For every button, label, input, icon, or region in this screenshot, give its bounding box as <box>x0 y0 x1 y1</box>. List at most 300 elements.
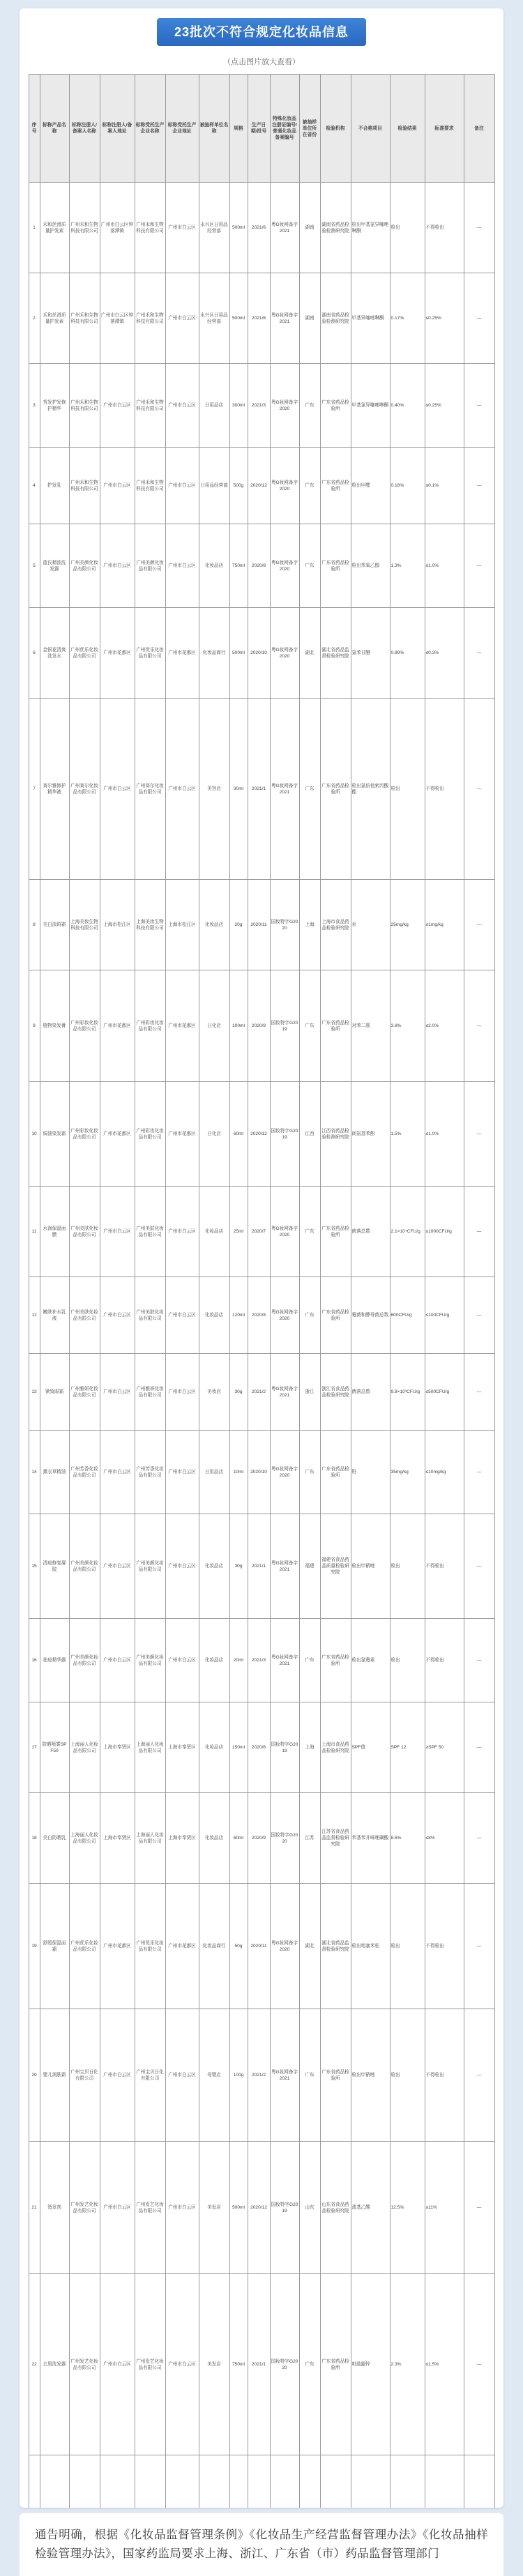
table-cell: 广州优乐化妆品有限公司 <box>135 1884 165 2009</box>
column-header: 被抽样单位所在省份 <box>299 75 320 183</box>
table-row <box>29 2455 494 2508</box>
table-cell: — <box>464 970 494 1082</box>
table-cell: 2.1×10⁴CFU/g <box>390 1187 425 1277</box>
table-cell: 60ml <box>229 1793 248 1884</box>
table-cell: 21 <box>29 2142 40 2274</box>
table-cell: 广州市白云区 <box>165 273 199 364</box>
table-cell: 广州美肤化妆品有限公司 <box>135 1277 165 1354</box>
table-cell: 20 <box>29 2009 40 2142</box>
table-cell: 日用品店 <box>199 364 229 448</box>
table-cell: 广东省药品检验所 <box>320 364 351 448</box>
table-cell: 粤G妆网备字2020 <box>270 448 299 524</box>
table-cell: 2020/11 <box>248 1884 270 2009</box>
table-cell: — <box>464 273 494 364</box>
table-cell: 上海市食品药品检验研究院 <box>320 1702 351 1793</box>
table-cell: 检出甲硝唑 <box>351 1514 390 1619</box>
table-cell: 美白防晒乳 <box>40 1793 69 1884</box>
table-cell: 湖北 <box>299 1884 320 2009</box>
table-cell: 检出甲基氯异噻唑啉酮 <box>351 183 390 273</box>
table-cell <box>299 2455 320 2508</box>
table-cell: ≤0.25% <box>425 364 464 448</box>
table-row <box>29 1702 494 1793</box>
table-cell: 金银花清爽洗发水 <box>40 608 69 699</box>
table-cell: 广州美肤化妆品有限公司 <box>69 1187 100 1277</box>
table-cell: 广东省药品检验所 <box>320 2009 351 2142</box>
table-cell: 植物染发膏 <box>40 970 69 1082</box>
table-row <box>29 880 494 970</box>
table-cell: 0.89% <box>390 608 425 699</box>
table-cell: 祛痘精华露 <box>40 1619 69 1702</box>
table-cell: 8.6% <box>390 1793 425 1884</box>
table-cell: 检出 <box>390 1884 425 2009</box>
table-cell <box>29 2455 40 2508</box>
table-cell: 15 <box>29 1514 40 1619</box>
table-row <box>29 1082 494 1187</box>
table-row <box>29 1431 494 1514</box>
table-cell: 湖南省药品检验检测研究院 <box>320 183 351 273</box>
table-cell: 1.5% <box>390 1082 425 1187</box>
table-cell: — <box>464 183 494 273</box>
table-cell: 上海市松江区 <box>165 880 199 970</box>
table-cell: 福建省食品药品质量检验研究院 <box>320 1514 351 1619</box>
table-cell: 粤G妆网备字2020 <box>270 364 299 448</box>
table-cell: 500ml <box>229 183 248 273</box>
table-cell: 广州禾和生物科技有限公司 <box>69 448 100 524</box>
table-cell: ≤2.0% <box>425 970 464 1082</box>
table-cell: 不得检出 <box>425 1514 464 1619</box>
table-header-row <box>29 75 494 183</box>
table-cell: 广州雅妍化妆品有限公司 <box>69 1354 100 1431</box>
table-cell: 19 <box>29 1884 40 2009</box>
table-row <box>29 448 494 524</box>
table-cell: 广州发艺化妆品有限公司 <box>135 2274 165 2455</box>
table-cell: 湖北省药品监督检验研究院 <box>320 608 351 699</box>
table-cell: 检出甲硝唑 <box>351 2009 390 2142</box>
table-cell: — <box>464 608 494 699</box>
table-cell: 120ml <box>229 1277 248 1354</box>
table-cell: ≤0.3% <box>425 608 464 699</box>
table-cell: 烫发剂 <box>40 2142 69 2274</box>
table-cell <box>165 2455 199 2508</box>
table-cell: 焗油染发霜 <box>40 1082 69 1187</box>
table-cell: 粤G妆网备字2020 <box>270 1277 299 1354</box>
table-cell: 2020/12 <box>248 1082 270 1187</box>
table-cell: 铅 <box>351 1431 390 1514</box>
table-cell: 江苏省食品药品监督检验研究院 <box>320 1793 351 1884</box>
table-cell: — <box>464 1187 494 1277</box>
table-cell: 广州禾和生物科技有限公司 <box>135 364 165 448</box>
table-cell: 上海市奉贤区 <box>100 1793 135 1884</box>
table-cell: 上海市食品药品检验研究院 <box>320 880 351 970</box>
table-cell: 广州市白云区 <box>165 524 199 608</box>
table-cell: 浙江省食品药品检验研究院 <box>320 1354 351 1431</box>
table-cell <box>464 2455 494 2508</box>
table-cell: 广东省药品检验所 <box>320 1619 351 1702</box>
table-cell: 8 <box>29 880 40 970</box>
table-cell <box>40 2455 69 2508</box>
table-cell: 国妆特字G2020 <box>270 2274 299 2455</box>
table-cell: 广州市白云区 <box>165 1619 199 1702</box>
footer-paragraph: 通告明确，根据《化妆品监督管理条例》《化妆品生产经营监督管理办法》《化妆品抽样检验管理办法》，国家药监局要求上海、浙江、广东省（市）药品监督管理部门 <box>35 2529 488 2560</box>
table-cell: 广州芳香化妆品有限公司 <box>69 1431 100 1514</box>
table-cell: 广州市白云区 <box>100 2142 135 2274</box>
table-cell: 山东 <box>299 2142 320 2274</box>
table-cell: ≤11% <box>425 2142 464 2274</box>
table-cell: 不得检出 <box>425 2009 464 2142</box>
table-cell: 广东 <box>299 2274 320 2455</box>
article-footer <box>20 2513 503 2576</box>
table-cell: 25mg/kg <box>390 880 425 970</box>
table-cell: 广州市白云区 <box>100 1187 135 1277</box>
table-cell: 广州市白云区 <box>165 1277 199 1354</box>
table-cell: ≥SPF 50 <box>425 1702 464 1793</box>
table-cell: 广东 <box>299 524 320 608</box>
table-row <box>29 1619 494 1702</box>
table-cell: 湖南省药品检验检测研究院 <box>320 273 351 364</box>
table-row <box>29 2142 494 2274</box>
table-cell: 湖南 <box>299 273 320 364</box>
table-cell: 婴儿润肤霜 <box>40 2009 69 2142</box>
table-cell: 2.3% <box>390 2274 425 2455</box>
table-row <box>29 1354 494 1431</box>
table-cell: ≤1mg/kg <box>425 880 464 970</box>
table-cell: 检出氯霉素 <box>351 1619 390 1702</box>
table-cell: 上海美妆生物科技有限公司 <box>135 880 165 970</box>
table-cell: 秀发护发修护精华 <box>40 364 69 448</box>
table-cell <box>320 2455 351 2508</box>
table-cell: 35mg/kg <box>390 1431 425 1514</box>
table-cell: 检出 <box>390 183 425 273</box>
table-cell: 母婴店 <box>199 2009 229 2142</box>
table-cell: 广州彩妆化妆品有限公司 <box>135 1082 165 1187</box>
table-cell: 湖北省药品监督检验研究院 <box>320 1884 351 2009</box>
table-cell: 浙江 <box>299 1354 320 1431</box>
table-cell: 广州美颜化妆品有限公司 <box>69 524 100 608</box>
table-cell: 13 <box>29 1354 40 1431</box>
table-row <box>29 2274 494 2455</box>
table-cell: 甲基异噻唑啉酮 <box>351 273 390 364</box>
table-cell: — <box>464 2142 494 2274</box>
table-cell: 美容店 <box>199 699 229 880</box>
table-cell: 7 <box>29 699 40 880</box>
table-cell: 广州市白云区 <box>100 1514 135 1619</box>
table-cell: 永兴区日用品经营部 <box>199 183 229 273</box>
table-cell: 广州宝贝日化有限公司 <box>135 2009 165 2142</box>
table-cell: 化妆品店 <box>199 524 229 608</box>
table-cell: 嫩肤补水乳液 <box>40 1277 69 1354</box>
table-cell: — <box>464 1082 494 1187</box>
table-cell: 2021/6 <box>248 183 270 273</box>
table-cell: 广州市花都区 <box>100 970 135 1082</box>
table-cell: 粤G妆网备字2021 <box>270 1619 299 1702</box>
table-cell: 湖南 <box>299 183 320 273</box>
table-cell: 30g <box>229 1354 248 1431</box>
table-cell: 化妆品店 <box>199 1619 229 1702</box>
column-header: 备注 <box>464 75 494 183</box>
table-cell: 日化店 <box>199 970 229 1082</box>
table-cell: 60ml <box>229 1082 248 1187</box>
table-cell: 广东 <box>299 970 320 1082</box>
table-cell: 广州市白云区 <box>165 2009 199 2142</box>
column-header: 标称受托生产企业名称 <box>135 75 165 183</box>
table-cell: — <box>464 1793 494 1884</box>
table-cell: 日用品经营部 <box>199 448 229 524</box>
table-cell: 2020/9 <box>248 1793 270 1884</box>
table-cell: 广东省药品检验所 <box>320 524 351 608</box>
column-header: 特殊化妆品注册证编号/普通化妆品备案编号 <box>270 75 299 183</box>
table-cell: 广州市花都区 <box>100 1884 135 2009</box>
table-cell: 10 <box>29 1082 40 1187</box>
table-cell: — <box>464 699 494 880</box>
table-cell: ≤1000CFU/g <box>425 1187 464 1277</box>
table-cell <box>100 2455 135 2508</box>
table-row <box>29 1277 494 1354</box>
table-cell: 菌落总数 <box>351 1354 390 1431</box>
table-cell: 粤G妆网备字2020 <box>270 1884 299 2009</box>
table-cell: — <box>464 364 494 448</box>
table-cell <box>199 2455 229 2508</box>
table-cell: 山东省食品药品检验研究院 <box>320 2142 351 2274</box>
table-cell: 广州市白云区 <box>165 183 199 273</box>
table-cell: 化妆品商行 <box>199 1884 229 2009</box>
zoom-hint: （点击图片放大查看） <box>223 58 300 66</box>
table-cell: 去屑洗发露 <box>40 2274 69 2455</box>
table-cell: 舒缓保湿面霜 <box>40 1884 69 2009</box>
table-cell: 广东省药品检验所 <box>320 2274 351 2455</box>
table-cell: 巯基乙酸 <box>351 2142 390 2274</box>
table-cell: 广州赛尔化妆品有限公司 <box>69 699 100 880</box>
table-cell <box>390 2455 425 2508</box>
table-cell: 17 <box>29 1702 40 1793</box>
table-cell: 上海市奉贤区 <box>100 1702 135 1793</box>
table-cell: 广州宝贝日化有限公司 <box>69 2009 100 2142</box>
table-cell: 广州赛尔化妆品有限公司 <box>135 699 165 880</box>
table-cell: 江苏 <box>299 1793 320 1884</box>
table-cell: 2020/11 <box>248 880 270 970</box>
table-cell: 3 <box>29 364 40 448</box>
table-row <box>29 1514 494 1619</box>
table-cell: 上海 <box>299 1702 320 1793</box>
column-header: 标称注册人/备案人地址 <box>100 75 135 183</box>
table-cell: 上海市奉贤区 <box>165 1702 199 1793</box>
table-row <box>29 1187 494 1277</box>
column-header: 规格 <box>229 75 248 183</box>
table-cell <box>69 2455 100 2508</box>
table-cell: 2021/3 <box>248 1619 270 1702</box>
table-cell: 广东省药品检验所 <box>320 970 351 1082</box>
table-cell: 美发店 <box>199 2274 229 2455</box>
table-cell: 10ml <box>229 1431 248 1514</box>
table-cell: ≤1.0% <box>425 524 464 608</box>
table-cell: 广东省药品检验所 <box>320 1187 351 1277</box>
table-cell: 2021/1 <box>248 699 270 880</box>
table-cell: 0.17% <box>390 273 425 364</box>
table-cell: SPF值 <box>351 1702 390 1793</box>
table-cell: 广州市白云区钟落潭镇 <box>100 183 135 273</box>
table-cell: 化妆品店 <box>199 1277 229 1354</box>
table-cell: 广州发艺化妆品有限公司 <box>69 2142 100 2274</box>
table-cell: 粤G妆网备字2020 <box>270 1187 299 1277</box>
table-cell: 广州市白云区 <box>100 699 135 880</box>
table-cell: 不得检出 <box>425 699 464 880</box>
table-cell <box>270 2455 299 2508</box>
table-cell: 20g <box>229 880 248 970</box>
table-cell: — <box>464 1619 494 1702</box>
column-header: 被抽样单位名称 <box>199 75 229 183</box>
table-cell: 100g <box>229 2009 248 2142</box>
table-cell: 上海 <box>299 880 320 970</box>
table-cell: 江西省药品检验检测研究院 <box>320 1082 351 1187</box>
table-cell: 2021/1 <box>248 1514 270 1619</box>
table-cell: 2021/3 <box>248 364 270 448</box>
table-cell: — <box>464 1884 494 2009</box>
column-header: 生产日期/批号 <box>248 75 270 183</box>
table-cell: 国妆特字G2020 <box>270 880 299 970</box>
table-cell: 2 <box>29 273 40 364</box>
table-cell: 广州禾和生物科技有限公司 <box>135 273 165 364</box>
content-card <box>20 8 503 2508</box>
table-row <box>29 364 494 448</box>
table-cell: 湖北 <box>299 608 320 699</box>
table-cell: 广州市白云区钟落潭镇 <box>100 273 135 364</box>
column-header: 序号 <box>29 75 40 183</box>
table-cell: 化妆品店 <box>199 1793 229 1884</box>
table-cell: 5 <box>29 524 40 608</box>
table-cell: 广州芳香化妆品有限公司 <box>135 1431 165 1514</box>
table-cell: 150ml <box>229 1702 248 1793</box>
table-cell: 500ml <box>229 2142 248 2274</box>
table-cell: 国妆特字G2019 <box>270 1702 299 1793</box>
table-cell: 30ml <box>229 699 248 880</box>
table-cell: 0.40% <box>390 364 425 448</box>
table-cell: 甲基氯异噻唑啉酮 <box>351 364 390 448</box>
table-cell: 12.5% <box>390 2142 425 2274</box>
table-cell: 对苯二胺 <box>351 970 390 1082</box>
table-cell: 广州美颜化妆品有限公司 <box>69 1619 100 1702</box>
table-cell: 永兴区日用品经营部 <box>199 273 229 364</box>
table-cell: 广州彩妆化妆品有限公司 <box>69 970 100 1082</box>
table-cell: 2021/2 <box>248 1354 270 1431</box>
table-cell: 2020/12 <box>248 2142 270 2274</box>
table-cell: 化妆品店 <box>199 1514 229 1619</box>
table-cell: 水润保湿面膜 <box>40 1187 69 1277</box>
table-cell: 广州市白云区 <box>100 524 135 608</box>
table-cell: 粤G妆网备字2021 <box>270 699 299 880</box>
table-cell: 广东省药品检验所 <box>320 1277 351 1354</box>
table-cell: 广州美颜化妆品有限公司 <box>135 1619 165 1702</box>
table-cell: 广州彩妆化妆品有限公司 <box>69 1082 100 1187</box>
table-cell: 18 <box>29 1793 40 1884</box>
table-cell: 粤G妆网备字2021 <box>270 1514 299 1619</box>
table-cell: 20ml <box>229 1619 248 1702</box>
table-cell: 粤G妆网备字2021 <box>270 273 299 364</box>
table-cell: 护发乳 <box>40 448 69 524</box>
table-cell: 美妆店 <box>199 1354 229 1431</box>
table-row <box>29 524 494 608</box>
table-cell: 广州美颜化妆品有限公司 <box>69 1514 100 1619</box>
table-cell: 广东 <box>299 448 320 524</box>
table-cell: 广州市白云区 <box>165 448 199 524</box>
table-row <box>29 1884 494 2009</box>
table-cell: 化妆品店 <box>199 1702 229 1793</box>
table-cell: 检出 <box>390 1514 425 1619</box>
table-cell: 霉菌和酵母菌总数 <box>351 1277 390 1354</box>
table-cell: 广州市花都区 <box>100 1082 135 1187</box>
table-cell: ≤8% <box>425 1793 464 1884</box>
table-cell: 广东 <box>299 1431 320 1514</box>
table-cell: 广州禾和生物科技有限公司 <box>69 273 100 364</box>
table-cell: 6 <box>29 608 40 699</box>
table-cell: — <box>464 1702 494 1793</box>
table-row <box>29 1793 494 1884</box>
table-cell: 禾和丝滑质量护发素 <box>40 273 69 364</box>
table-cell: 广东 <box>299 1619 320 1702</box>
table-cell: 上海丽人化妆品有限公司 <box>69 1793 100 1884</box>
table-cell: 广州美肤化妆品有限公司 <box>135 1187 165 1277</box>
table-cell: 广州雅妍化妆品有限公司 <box>135 1354 165 1431</box>
table-cell: 检出氯倍他索丙酸酯 <box>351 699 390 880</box>
table-cell: 清痘修复凝胶 <box>40 1514 69 1619</box>
table-cell: 50g <box>229 1884 248 2009</box>
table-cell: 500g <box>229 448 248 524</box>
column-header: 标称受托生产企业地址 <box>165 75 199 183</box>
table-row <box>29 2009 494 2142</box>
table-cell: 薰衣草精油 <box>40 1431 69 1514</box>
table-cell: 氯苯甘醚 <box>351 608 390 699</box>
table-cell: 国妆特字G2020 <box>270 1793 299 1884</box>
table-cell: 2020/7 <box>248 1187 270 1277</box>
noncompliant-products-table[interactable] <box>29 74 495 2508</box>
table-cell: 500ml <box>229 608 248 699</box>
table-cell: 广州市白云区 <box>165 1187 199 1277</box>
table-cell: 2020/12 <box>248 448 270 524</box>
table-cell: 国妆特字G2019 <box>270 1082 299 1187</box>
table-cell: 不得检出 <box>425 183 464 273</box>
column-header: 检验结果 <box>390 75 425 183</box>
table-cell: 11 <box>29 1187 40 1277</box>
table-cell: 检出 <box>390 1619 425 1702</box>
table-cell: 广东 <box>299 1187 320 1277</box>
column-header: 不合格项目 <box>351 75 390 183</box>
table-cell: 30g <box>229 1514 248 1619</box>
table-cell: 16 <box>29 1619 40 1702</box>
table-body <box>29 183 494 2508</box>
table-cell: 广州市白云区 <box>100 448 135 524</box>
table-cell: 2020/8 <box>248 524 270 608</box>
table-cell: 日化店 <box>199 1082 229 1187</box>
table-cell: — <box>464 880 494 970</box>
table-cell: 12 <box>29 1277 40 1354</box>
table-cell: 广州优乐化妆品有限公司 <box>69 1884 100 2009</box>
table-cell: 广州发艺化妆品有限公司 <box>135 2142 165 2274</box>
table-row <box>29 608 494 699</box>
table-row <box>29 699 494 880</box>
table-cell: 广州发艺化妆品有限公司 <box>69 2274 100 2455</box>
table-cell: 不得检出 <box>425 1619 464 1702</box>
table-row <box>29 970 494 1082</box>
table-cell: 禾和丝滑质量护发素 <box>40 183 69 273</box>
table-cell: 广州禾和生物科技有限公司 <box>69 183 100 273</box>
table-cell: 广州市白云区 <box>165 1431 199 1514</box>
table-cell: 国妆特字G2019 <box>270 2142 299 2274</box>
table-cell: 2020/8 <box>248 1277 270 1354</box>
table-cell: ≤1.5% <box>425 2274 464 2455</box>
table-cell: 750ml <box>229 2274 248 2455</box>
table-cell: 广东省药品检验所 <box>320 1431 351 1514</box>
table-cell: 广东 <box>299 699 320 880</box>
table-cell: 江西 <box>299 1082 320 1187</box>
table-cell: 广州市白云区 <box>165 2274 199 2455</box>
